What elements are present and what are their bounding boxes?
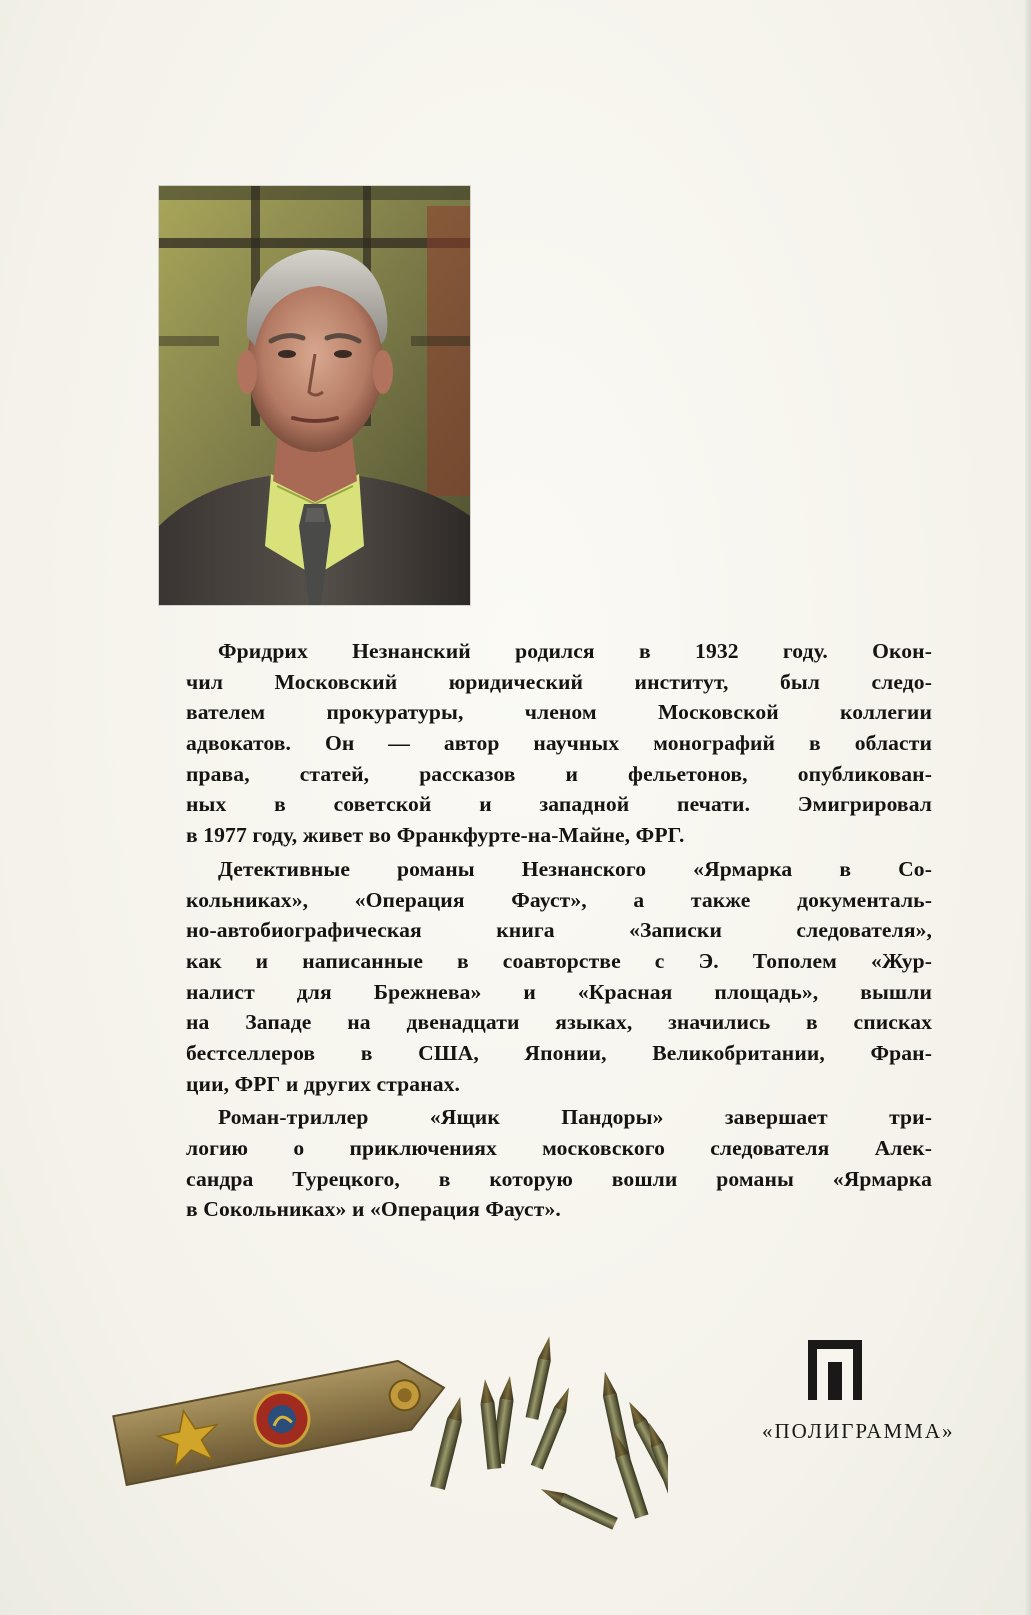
publisher-letter-p-logo-icon: [808, 1340, 862, 1400]
author-biography: [186, 636, 932, 1228]
bio-paragraph-3: [186, 1102, 932, 1225]
bio-line: в Сокольниках» и «Операция Фауст».: [186, 1197, 561, 1222]
bio-line: налист для Брежнева» и «Красная площадь», вышли: [186, 979, 932, 1004]
bio-line: ных в советской и западной печати. Эмигрировал: [186, 792, 932, 817]
bio-line: в 1977 году, живет во Франкфурте-на-Майне, ФРГ.: [186, 823, 685, 848]
bio-line: права, статей, рассказов и фельетонов, опубликован-: [186, 761, 932, 786]
bio-line: кольниках», «Операция Фауст», а также документаль-: [186, 887, 932, 912]
publisher-name: «ПОЛИГРАММА»: [762, 1419, 955, 1443]
bio-line: вателем прокуратуры, членом Московской коллегии: [186, 700, 932, 725]
shoulder-strap-bullets-illustration: [108, 1325, 668, 1535]
bio-paragraph-1: [186, 636, 932, 851]
bio-line: но-автобиографическая книга «Записки следователя»,: [186, 918, 932, 943]
bio-line: чил Московский юридический институт, был следо-: [186, 669, 932, 694]
page-edge: [1025, 0, 1031, 1615]
bio-line: как и написанные в соавторстве с Э. Тополем «Жур-: [186, 948, 932, 973]
bio-line: адвокатов. Он — автор научных монографий в области: [186, 731, 932, 756]
bio-line: Фридрих Незнанский родился в 1932 году. Окон-: [218, 639, 932, 663]
bio-paragraph-2: [186, 854, 932, 1100]
bio-line: сандра Турецкого, в которую вошли романы «Ярмарка: [186, 1166, 932, 1191]
bio-line: на Западе на двенадцати языках, значились в списках: [186, 1010, 932, 1035]
bio-line: бестселлеров в США, Японии, Великобритании, Фран-: [186, 1040, 932, 1065]
author-photo: [159, 186, 470, 605]
bio-line: Роман-триллер «Ящик Пандоры» завершает три-: [218, 1105, 932, 1130]
bio-line: логию о приключениях московского следователя Алек-: [186, 1136, 932, 1160]
bio-line: Детективные романы Незнанского «Ярмарка в Со-: [218, 856, 932, 881]
bio-line: ции, ФРГ и других странах.: [186, 1071, 461, 1096]
